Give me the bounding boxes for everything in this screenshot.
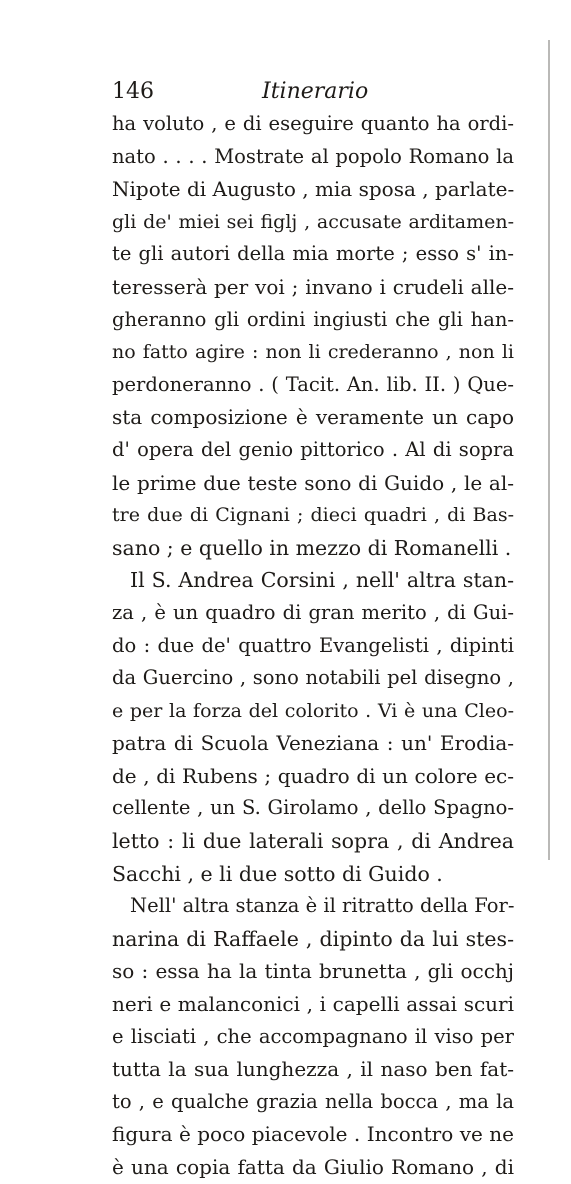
- text-line: Nipote di Augusto , mia sposa , parlate-: [112, 177, 514, 202]
- text-line: da Guercino , sono notabili pel disegno ,: [112, 666, 514, 690]
- text-line: cellente , un S. Girolamo , dello Spagno-: [112, 796, 514, 820]
- text-line: nato . . . . Mostrate al popolo Romano la: [112, 144, 514, 168]
- text-line: letto : li due laterali sopra , di Andrea: [112, 829, 514, 854]
- text-line: no fatto agire : non li crederanno , non li: [112, 341, 514, 364]
- page-number: 146: [112, 79, 154, 104]
- text-line: Nell' altra stanza è il ritratto della For-: [130, 894, 514, 918]
- text-line: sano ; e quello in mezzo di Romanelli .: [112, 535, 512, 560]
- text-line: figura è poco piacevole . Incontro ve ne: [112, 1122, 514, 1147]
- text-line: te gli autori della mia morte ; esso s' in-: [112, 242, 514, 266]
- text-line: d' opera del genio pittorico . Al di sopra: [112, 437, 514, 461]
- text-line: teresserà per voi ; invano i crudeli alle-: [112, 274, 514, 299]
- text-line: ha voluto , e di eseguire quanto ha ordi-: [112, 112, 514, 135]
- text-line: gheranno gli ordini ingiusti che gli han-: [112, 307, 514, 331]
- text-line: narina di Raffaele , dipinto da lui stes-: [112, 926, 514, 951]
- text-line: to , e qualche grazia nella bocca , ma la: [112, 1089, 514, 1113]
- text-line: neri e malanconici , i capelli assai scuri: [112, 992, 514, 1017]
- text-line: perdoneranno . ( Tacit. An. lib. II. ) Que-: [112, 372, 514, 396]
- text-line: do : due de' quattro Evangelisti , dipinti: [112, 633, 514, 657]
- text-line: tre due di Cignani ; dieci quadri , di Bas-: [112, 504, 514, 527]
- text-line: so : essa ha la tinta brunetta , gli occhj: [112, 959, 514, 984]
- text-line: sta composizione è veramente un capo: [112, 405, 514, 430]
- text-line: è una copia fatta da Giulio Romano , di: [112, 1155, 514, 1179]
- text-line: patra di Scuola Veneziana : un' Erodia-: [112, 731, 514, 756]
- text-line: e per la forza del colorito . Vi è una Cleo-: [112, 699, 514, 722]
- text-line: e lisciati , che accompagnano il viso per: [112, 1024, 514, 1048]
- text-line: gli de' miei sei figlj , accusate arditamen-: [112, 210, 514, 233]
- body-text: [112, 108, 514, 1184]
- text-line: za , è un quadro di gran merito , di Gui-: [112, 600, 514, 624]
- running-title: Itinerario: [262, 79, 369, 104]
- text-line: le prime due teste sono di Guido , le al-: [112, 470, 514, 495]
- text-line: Sacchi , e li due sotto di Guido .: [112, 861, 443, 886]
- text-line: de , di Rubens ; quadro di un colore ec-: [112, 763, 514, 788]
- text-line: Il S. Andrea Corsini , nell' altra stan-: [130, 568, 514, 593]
- page-header: [112, 76, 514, 108]
- page-edge-rule: [548, 40, 550, 860]
- text-line: tutta la sua lunghezza , il naso ben fat-: [112, 1057, 514, 1082]
